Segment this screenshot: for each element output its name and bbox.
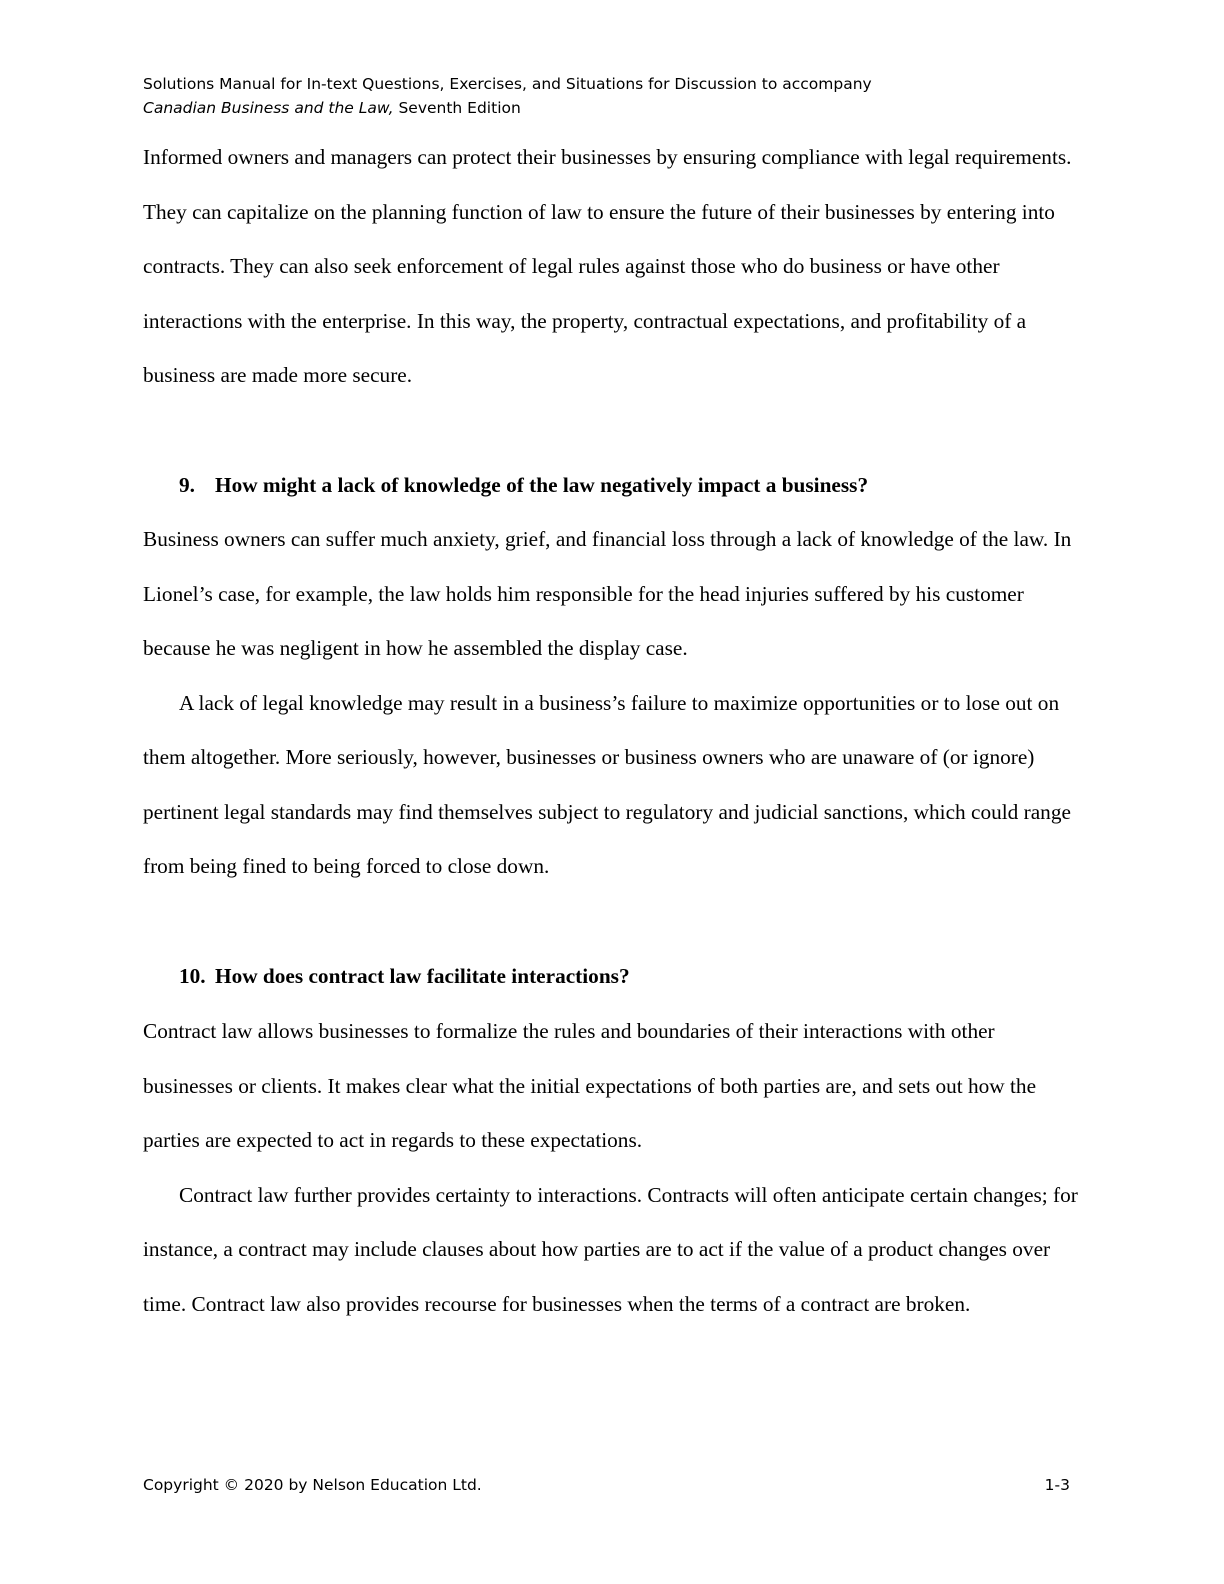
question-9-answer-paragraph-1: Business owners can suffer much anxiety, grief, and financial loss through a lack of knowledge of the law. In Lionel’s case, for example, the law holds him responsible for the head injuries suffered by his customer because he was negligent in how he assembled the display case. bbox=[143, 527, 1072, 660]
question-9-answer-paragraph-2: A lack of legal knowledge may result in a business’s failure to maximize opportunities or to lose out on them altogether. More seriously, however, businesses or business owners who are unaware of (or ignore) pertinent legal standards may find themselves subject to regulatory and judicial sanctions, which could range from being fined to being forced to close down. bbox=[143, 690, 1071, 878]
question-10-text: How does contract law facilitate interactions? bbox=[215, 964, 630, 988]
page-header bbox=[143, 72, 872, 120]
intro-section bbox=[143, 130, 1083, 403]
question-9-answer bbox=[143, 512, 1083, 894]
question-10-answer-paragraph-1: Contract law allows businesses to formalize the rules and boundaries of their interactions with other businesses or clients. It makes clear what the initial expectations of both parties are, and sets out how the parties are expected to act in regards to these expectations. bbox=[143, 1019, 1037, 1152]
question-10-answer-paragraph-2: Contract law further provides certainty to interactions. Contracts will often anticipate certain changes; for instance, a contract may include clauses about how parties are to act if the value of a product changes over time. Contract law also provides recourse for businesses when the terms of a contract are broken. bbox=[143, 1182, 1078, 1316]
footer-copyright: Copyright © 2020 by Nelson Education Ltd. bbox=[143, 1476, 482, 1494]
question-9-heading bbox=[179, 470, 868, 500]
question-10-answer bbox=[143, 1004, 1083, 1331]
header-line-2 bbox=[143, 96, 872, 120]
book-title: Canadian Business and the Law, bbox=[143, 99, 394, 117]
question-9-number: 9. bbox=[179, 473, 195, 497]
header-line-1: Solutions Manual for In-text Questions, Exercises, and Situations for Discussion to accompany bbox=[143, 75, 872, 93]
intro-paragraph: Informed owners and managers can protect their businesses by ensuring compliance with legal requirements. They can capitalize on the planning function of law to ensure the future of their businesses by entering into contracts. They can also seek enforcement of legal rules against those who do business or have other interactions with the enterprise. In this way, the property, contractual expectations, and profitability of a business are made more secure. bbox=[143, 145, 1072, 387]
edition-label: Seventh Edition bbox=[393, 99, 521, 117]
question-10-heading bbox=[179, 961, 630, 991]
question-10-number: 10. bbox=[179, 964, 206, 988]
footer-page-number: 1-3 bbox=[1044, 1476, 1070, 1494]
question-9-text: How might a lack of knowledge of the law negatively impact a business? bbox=[215, 473, 869, 497]
